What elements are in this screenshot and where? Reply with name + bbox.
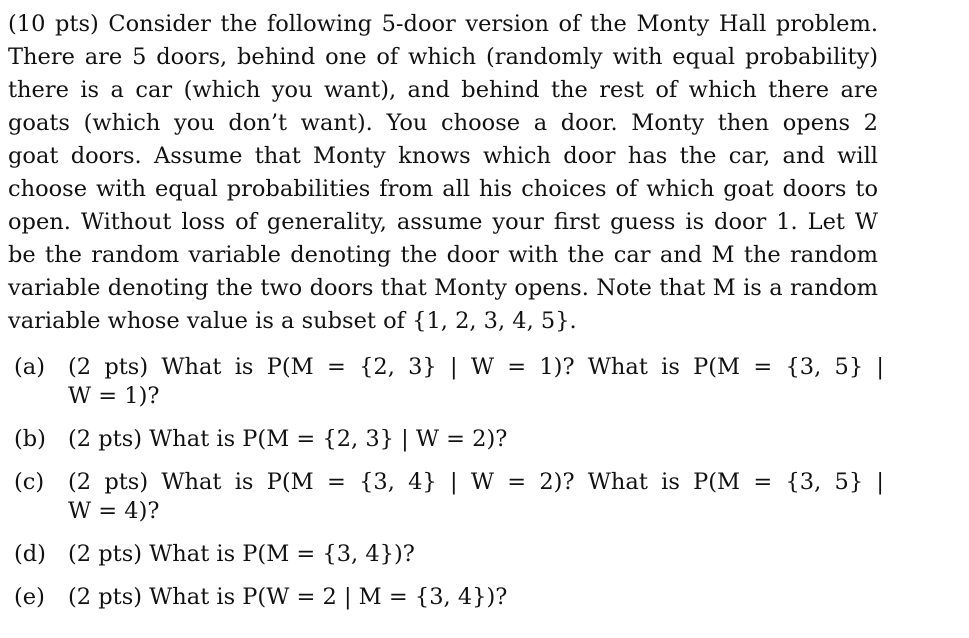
question-part-e bbox=[14, 583, 884, 612]
question-parts-list bbox=[14, 353, 884, 626]
problem-line: (10 pts) Consider the following 5-door version of the Monty Hall problem. bbox=[8, 11, 878, 37]
part-label: (b) bbox=[14, 426, 46, 452]
part-line: (2 pts) What is P(M = {3, 4})? bbox=[68, 541, 415, 567]
part-text bbox=[68, 425, 884, 454]
problem-line: be the random variable denoting the door with the car and M the random bbox=[8, 242, 878, 268]
part-label: (c) bbox=[14, 469, 45, 495]
problem-line: open. Without loss of generality, assume your first guess is door 1. Let W bbox=[8, 209, 878, 235]
problem-line: variable whose value is a subset of {1, 2, 3, 4, 5}. bbox=[8, 308, 577, 334]
problem-line: goats (which you don’t want). You choose a door. Monty then opens 2 bbox=[8, 110, 878, 136]
question-part-d bbox=[14, 540, 884, 569]
problem-line: There are 5 doors, behind one of which (randomly with equal probability) bbox=[8, 44, 878, 70]
problem-line: variable denoting the two doors that Monty opens. Note that M is a random bbox=[8, 275, 878, 301]
part-line: W = 1)? bbox=[68, 383, 160, 409]
part-text bbox=[68, 540, 884, 569]
part-text bbox=[68, 353, 884, 411]
problem-line: goat doors. Assume that Monty knows which door has the car, and will bbox=[8, 143, 878, 169]
question-part-b bbox=[14, 425, 884, 454]
part-label: (e) bbox=[14, 584, 45, 610]
part-line: (2 pts) What is P(M = {3, 4} | W = 2)? What is P(M = {3, 5} | bbox=[68, 469, 884, 495]
problem-statement bbox=[8, 8, 878, 338]
part-line: (2 pts) What is P(M = {2, 3} | W = 1)? What is P(M = {3, 5} | bbox=[68, 354, 884, 380]
part-text bbox=[68, 468, 884, 526]
part-label: (d) bbox=[14, 541, 46, 567]
question-part-a bbox=[14, 353, 884, 411]
part-line: W = 4)? bbox=[68, 498, 160, 524]
question-part-c bbox=[14, 468, 884, 526]
part-line: (2 pts) What is P(M = {2, 3} | W = 2)? bbox=[68, 426, 508, 452]
problem-line: choose with equal probabilities from all his choices of which goat doors to bbox=[8, 176, 878, 202]
part-line: (2 pts) What is P(W = 2 | M = {3, 4})? bbox=[68, 584, 508, 610]
part-text bbox=[68, 583, 884, 612]
part-label: (a) bbox=[14, 354, 45, 380]
problem-line: there is a car (which you want), and behind the rest of which there are bbox=[8, 77, 878, 103]
